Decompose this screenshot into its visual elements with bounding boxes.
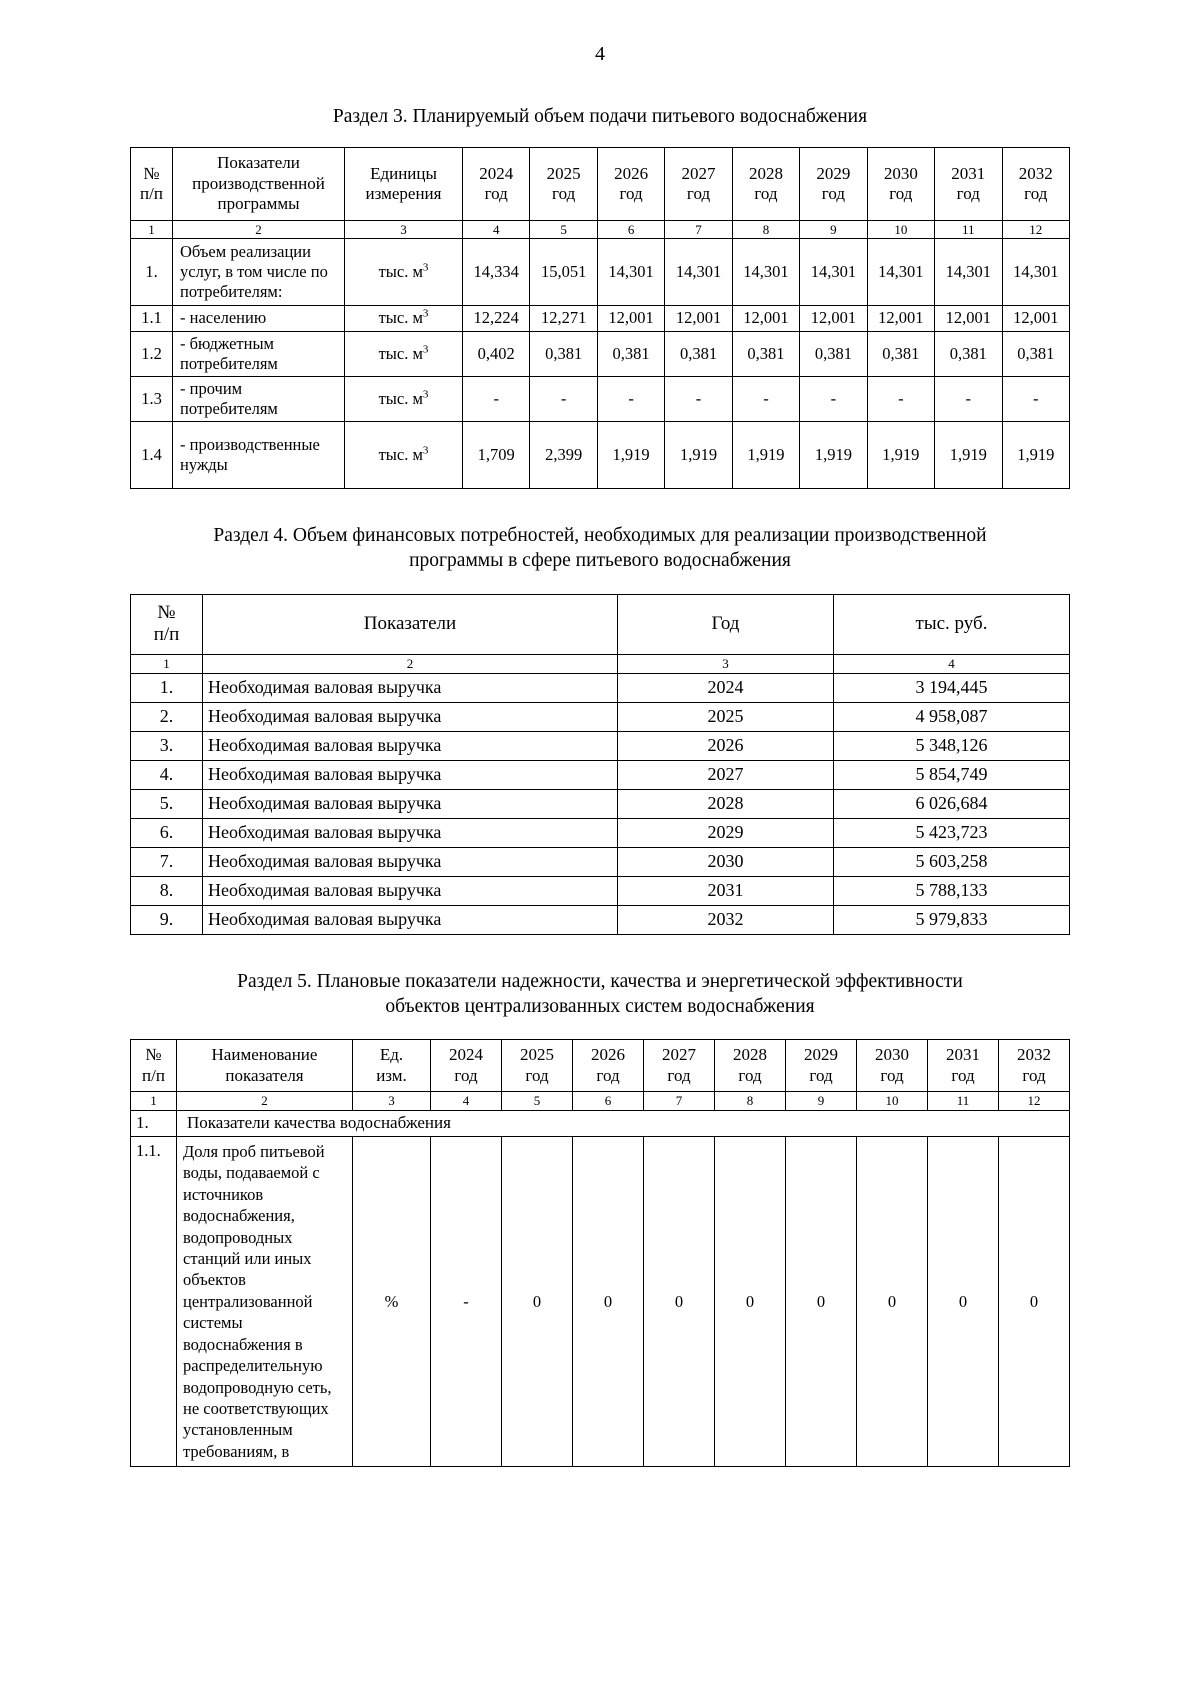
table-row [131, 674, 1070, 703]
row-value: 1,709 [463, 422, 530, 489]
table-row [131, 789, 1070, 818]
row-np: 1.4 [131, 422, 173, 489]
header-unit-line2: измерения [365, 183, 442, 203]
table-header-row [131, 148, 1070, 220]
table-row [131, 761, 1070, 790]
row-value: 3 194,445 [834, 674, 1070, 703]
row-value: 14,301 [935, 239, 1002, 306]
col-num: 8 [715, 1092, 786, 1111]
col-num: 1 [131, 1092, 177, 1111]
row-value: 15,051 [530, 239, 597, 306]
group-row-label: Показатели качества водоснабжения [177, 1111, 1070, 1137]
row-value: 14,301 [800, 239, 867, 306]
row-np: 1.2 [131, 331, 173, 376]
row-value: 14,301 [732, 239, 799, 306]
row-value: 0 [573, 1136, 644, 1467]
col-num: 4 [834, 655, 1070, 674]
col-num: 2 [173, 220, 345, 239]
year-word: год [596, 1065, 620, 1085]
year-label: 2028 [748, 163, 783, 183]
year-label: 2029 [816, 163, 851, 183]
spacer [130, 489, 1070, 523]
header-indicator [173, 148, 345, 220]
row-name: Необходимая валовая выручка [203, 847, 618, 876]
header-unit [353, 1040, 431, 1092]
table-row [131, 732, 1070, 761]
col-num: 4 [431, 1092, 502, 1111]
year-label: 2031 [946, 1045, 980, 1065]
row-value: 0,381 [665, 331, 732, 376]
row-value: 14,301 [867, 239, 934, 306]
header-value: тыс. руб. [834, 594, 1070, 655]
header-np-line1: № [157, 601, 176, 623]
row-name: Объем реализации услуг, в том числе по потребителям: [173, 239, 345, 306]
year-word: год [1022, 1065, 1046, 1085]
col-num: 12 [999, 1092, 1070, 1111]
section-5-title [130, 969, 1070, 1020]
row-value: 5 423,723 [834, 818, 1070, 847]
header-year-2031 [928, 1040, 999, 1092]
row-value: 1,919 [867, 422, 934, 489]
unit-base: тыс. м [378, 444, 423, 464]
year-label: 2024 [449, 1045, 483, 1065]
row-np: 8. [131, 876, 203, 905]
header-unit-line2: изм. [376, 1065, 407, 1085]
col-num: 2 [177, 1092, 353, 1111]
section-4-title-line1: Раздел 4. Объем финансовых потребностей, необходимых для реализации производственной [213, 525, 987, 546]
row-value: - [935, 376, 1002, 421]
table-header-row [131, 1040, 1070, 1092]
header-np-line2: п/п [153, 624, 180, 646]
column-number-row [131, 1092, 1070, 1111]
table-row [131, 239, 1070, 306]
row-value: - [431, 1136, 502, 1467]
year-word: год [686, 183, 711, 203]
col-num: 12 [1002, 220, 1070, 239]
header-unit-line1: Ед. [379, 1045, 404, 1065]
row-name: - бюджетным потребителям [173, 331, 345, 376]
row-value: 0,381 [597, 331, 664, 376]
year-word: год [754, 183, 778, 203]
row-value: 5 603,258 [834, 847, 1070, 876]
unit-exponent: 3 [422, 261, 429, 274]
row-year: 2025 [618, 703, 834, 732]
row-np: 1.1 [131, 306, 173, 331]
table-row [131, 422, 1070, 489]
col-num: 9 [786, 1092, 857, 1111]
header-year-2025 [530, 148, 597, 220]
row-np: 9. [131, 905, 203, 934]
unit-exponent: 3 [422, 388, 429, 401]
col-num: 6 [573, 1092, 644, 1111]
row-unit [345, 331, 463, 376]
header-year-2024 [463, 148, 530, 220]
col-num: 1 [131, 220, 173, 239]
row-value: 0 [502, 1136, 573, 1467]
header-np-line1: № [143, 163, 160, 183]
row-value: 5 348,126 [834, 732, 1070, 761]
row-value: 1,919 [732, 422, 799, 489]
row-value: 12,001 [665, 306, 732, 331]
col-num: 6 [597, 220, 664, 239]
header-year-2024 [431, 1040, 502, 1092]
header-year-2029 [786, 1040, 857, 1092]
row-value: 1,919 [935, 422, 1002, 489]
row-np: 1.3 [131, 376, 173, 421]
header-np [131, 148, 173, 220]
header-year-2028 [715, 1040, 786, 1092]
table-row [131, 818, 1070, 847]
page-number: 4 [595, 43, 605, 65]
col-num: 2 [203, 655, 618, 674]
year-label: 2025 [546, 163, 581, 183]
year-word: год [667, 1065, 691, 1085]
header-name [177, 1040, 353, 1092]
year-label: 2025 [520, 1045, 554, 1065]
row-name: Необходимая валовая выручка [203, 674, 618, 703]
header-name-line1: Наименование [211, 1045, 318, 1065]
row-value: - [867, 376, 934, 421]
table-row [131, 905, 1070, 934]
row-value: 0,381 [732, 331, 799, 376]
header-name-line2: показателя [225, 1065, 304, 1085]
year-word: год [454, 1065, 478, 1085]
row-value: - [732, 376, 799, 421]
year-label: 2030 [883, 163, 918, 183]
header-indicator-line2: производственной [192, 173, 325, 193]
row-np: 6. [131, 818, 203, 847]
row-value: 6 026,684 [834, 789, 1070, 818]
row-np: 3. [131, 732, 203, 761]
row-value: 0 [786, 1136, 857, 1467]
year-label: 2029 [804, 1045, 838, 1065]
table-row [131, 376, 1070, 421]
row-value: 1,919 [597, 422, 664, 489]
header-indicator-line3: программы [217, 194, 300, 214]
year-label: 2030 [875, 1045, 909, 1065]
column-number-row [131, 655, 1070, 674]
row-value: - [665, 376, 732, 421]
row-name: Необходимая валовая выручка [203, 876, 618, 905]
col-num: 1 [131, 655, 203, 674]
row-value: 12,224 [463, 306, 530, 331]
table-group-row [131, 1111, 1070, 1137]
row-np: 1.1. [131, 1136, 177, 1467]
col-num: 3 [353, 1092, 431, 1111]
row-name: Необходимая валовая выручка [203, 732, 618, 761]
row-value: 12,001 [597, 306, 664, 331]
row-value: 4 958,087 [834, 703, 1070, 732]
year-word: год [951, 1065, 975, 1085]
row-np: 1. [131, 674, 203, 703]
row-value: 0 [644, 1136, 715, 1467]
row-value: 1,919 [800, 422, 867, 489]
section-5-title-line2: объектов централизованных систем водоснабжения [385, 996, 815, 1018]
row-value: 1,919 [1002, 422, 1070, 489]
row-unit [345, 306, 463, 331]
table-row [131, 847, 1070, 876]
row-value: 0 [928, 1136, 999, 1467]
table-row [131, 1136, 1070, 1467]
row-unit [345, 376, 463, 421]
section-5-table [130, 1039, 1070, 1467]
year-label: 2031 [951, 163, 986, 183]
header-year-2029 [800, 148, 867, 220]
row-value: 0 [857, 1136, 928, 1467]
row-value: 12,001 [1002, 306, 1070, 331]
header-year-2028 [732, 148, 799, 220]
unit-base: тыс. м [378, 308, 423, 328]
year-word: год [821, 183, 846, 203]
unit-base: тыс. м [378, 388, 423, 408]
year-word: год [525, 1065, 549, 1085]
header-year-2030 [867, 148, 934, 220]
section-4-title-line2: программы в сфере питьевого водоснабжения [409, 550, 791, 572]
header-indicator: Показатели [203, 594, 618, 655]
header-unit [345, 148, 463, 220]
row-np: 1. [131, 239, 173, 306]
row-value: 0,381 [935, 331, 1002, 376]
year-label: 2027 [662, 1045, 696, 1065]
row-year: 2032 [618, 905, 834, 934]
year-word: год [956, 183, 980, 203]
header-year-2031 [935, 148, 1002, 220]
col-num: 7 [644, 1092, 715, 1111]
col-num: 11 [928, 1092, 999, 1111]
row-value: - [597, 376, 664, 421]
row-value: 12,001 [732, 306, 799, 331]
row-np: 4. [131, 761, 203, 790]
col-num: 5 [502, 1092, 573, 1111]
row-name: - производственные нужды [173, 422, 345, 489]
row-year: 2026 [618, 732, 834, 761]
row-name: Необходимая валовая выручка [203, 905, 618, 934]
header-unit-line1: Единицы [370, 163, 437, 183]
section-4-title [130, 523, 1070, 574]
row-unit: % [353, 1136, 431, 1467]
col-num: 4 [463, 220, 530, 239]
year-label: 2026 [614, 163, 649, 183]
year-label: 2028 [733, 1045, 767, 1065]
row-name: Необходимая валовая выручка [203, 789, 618, 818]
row-value: 0,381 [867, 331, 934, 376]
row-value: 14,334 [463, 239, 530, 306]
row-value: - [530, 376, 597, 421]
row-value: 14,301 [1002, 239, 1070, 306]
unit-exponent: 3 [422, 307, 429, 320]
row-value: 14,301 [597, 239, 664, 306]
col-num: 7 [665, 220, 732, 239]
header-np-line1: № [145, 1045, 162, 1065]
col-num: 10 [867, 220, 934, 239]
row-name: Необходимая валовая выручка [203, 703, 618, 732]
row-value: 5 854,749 [834, 761, 1070, 790]
year-word: год [809, 1065, 833, 1085]
row-np: 7. [131, 847, 203, 876]
section-3-title: Раздел 3. Планируемый объем подачи питьевого водоснабжения [332, 106, 868, 127]
column-number-row [131, 220, 1070, 239]
unit-base: тыс. м [378, 262, 423, 282]
row-value: 0,402 [463, 331, 530, 376]
year-label: 2032 [1018, 163, 1053, 183]
row-value: - [1002, 376, 1070, 421]
row-np: 2. [131, 703, 203, 732]
col-num: 10 [857, 1092, 928, 1111]
header-year-2026 [597, 148, 664, 220]
year-word: год [619, 183, 643, 203]
row-value: 0 [715, 1136, 786, 1467]
table-row [131, 876, 1070, 905]
year-word: год [738, 1065, 762, 1085]
unit-exponent: 3 [422, 444, 429, 457]
header-year-2032 [1002, 148, 1070, 220]
section-3-table [130, 147, 1070, 489]
col-num: 11 [935, 220, 1002, 239]
header-year-2027 [644, 1040, 715, 1092]
group-row-np: 1. [131, 1111, 177, 1137]
col-num: 8 [732, 220, 799, 239]
year-word: год [880, 1065, 904, 1085]
row-value: 0,381 [1002, 331, 1070, 376]
header-year-2030 [857, 1040, 928, 1092]
row-value: 12,001 [800, 306, 867, 331]
row-value: 5 788,133 [834, 876, 1070, 905]
table-row [131, 703, 1070, 732]
header-indicator-line1: Показатели [217, 153, 300, 173]
section-4-table [130, 594, 1070, 935]
row-value: 12,001 [867, 306, 934, 331]
row-name: Необходимая валовая выручка [203, 818, 618, 847]
row-year: 2027 [618, 761, 834, 790]
col-num: 3 [618, 655, 834, 674]
col-num: 9 [800, 220, 867, 239]
row-value: 12,001 [935, 306, 1002, 331]
row-name: Необходимая валовая выручка [203, 761, 618, 790]
header-year-2032 [999, 1040, 1070, 1092]
year-word: год [889, 183, 913, 203]
col-num: 3 [345, 220, 463, 239]
table-row [131, 306, 1070, 331]
year-word: год [552, 183, 576, 203]
year-word: год [484, 183, 508, 203]
header-year-2026 [573, 1040, 644, 1092]
year-label: 2026 [591, 1045, 625, 1065]
row-value: 1,919 [665, 422, 732, 489]
row-value: 0 [999, 1136, 1070, 1467]
row-value: - [463, 376, 530, 421]
row-value: 0,381 [530, 331, 597, 376]
row-value: - [800, 376, 867, 421]
unit-exponent: 3 [422, 343, 429, 356]
row-year: 2031 [618, 876, 834, 905]
row-value: 5 979,833 [834, 905, 1070, 934]
year-label: 2024 [479, 163, 514, 183]
row-year: 2029 [618, 818, 834, 847]
header-year-2025 [502, 1040, 573, 1092]
row-name: - населению [173, 306, 345, 331]
table-row [131, 331, 1070, 376]
row-value: 2,399 [530, 422, 597, 489]
header-year-2027 [665, 148, 732, 220]
unit-base: тыс. м [378, 343, 423, 363]
year-label: 2032 [1017, 1045, 1051, 1065]
year-label: 2027 [681, 163, 716, 183]
section-5-title-line1: Раздел 5. Плановые показатели надежности, качества и энергетической эффективности [237, 970, 963, 992]
row-unit [345, 422, 463, 489]
row-name: Доля проб питьевой воды, подаваемой с источников водоснабжения, водопроводных станций или иных объектов централизованной системы водоснабжения в распределительную водопроводную сеть, не соответствующих установленным требованиям, в [177, 1136, 353, 1467]
row-year: 2028 [618, 789, 834, 818]
row-value: 12,271 [530, 306, 597, 331]
row-unit [345, 239, 463, 306]
spacer [130, 935, 1070, 969]
table-header-row [131, 594, 1070, 655]
row-year: 2030 [618, 847, 834, 876]
header-np-line2: п/п [142, 1065, 165, 1085]
row-year: 2024 [618, 674, 834, 703]
row-value: 14,301 [665, 239, 732, 306]
header-year: Год [618, 594, 834, 655]
header-np-line2: п/п [140, 183, 163, 203]
header-np [131, 1040, 177, 1092]
row-value: 0,381 [800, 331, 867, 376]
year-word: год [1024, 183, 1048, 203]
row-name: - прочим потребителям [173, 376, 345, 421]
row-np: 5. [131, 789, 203, 818]
col-num: 5 [530, 220, 597, 239]
header-np [131, 594, 203, 655]
